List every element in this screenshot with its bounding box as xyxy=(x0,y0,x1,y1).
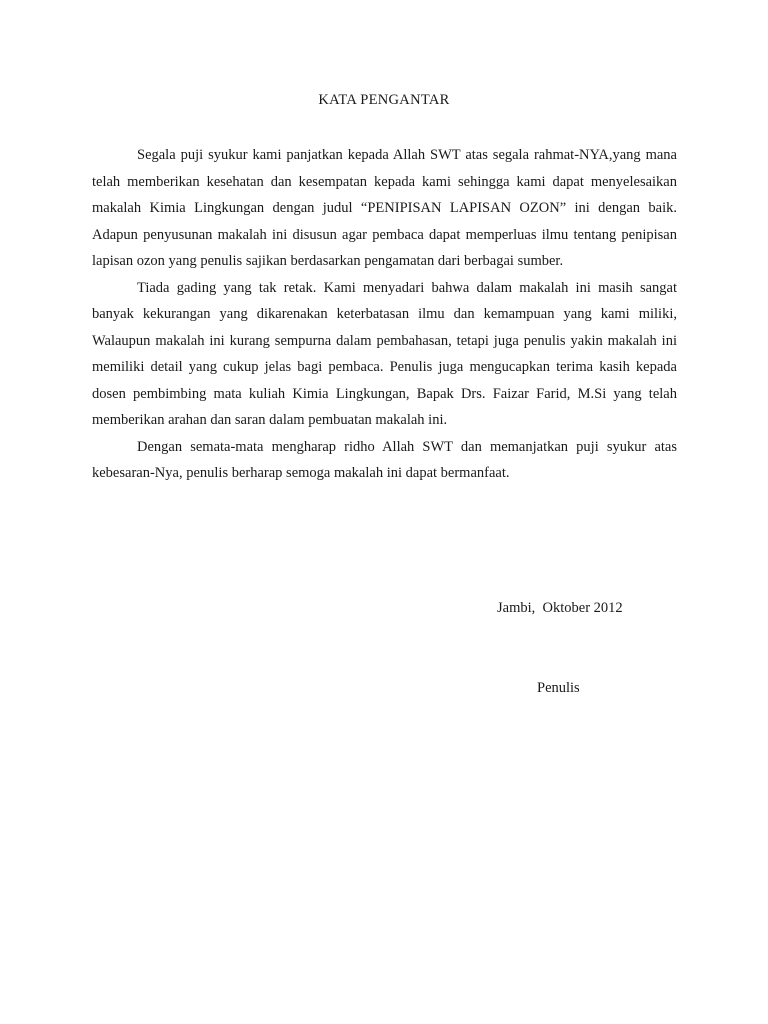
document-title: KATA PENGANTAR xyxy=(318,92,450,108)
paragraph-1: Segala puji syukur kami panjatkan kepada Allah SWT atas segala rahmat-NYA,yang mana telah memberikan kesehatan dan kesempatan kepada kami sehingga kami dapat menyelesaikan makalah Kimia Lingkungan dengan judul “PENIPISAN LAPISAN OZON” ini dengan baik. Adapun penyusunan makalah ini disusun agar pembaca dapat memperluas ilmu tentang penipisan lapisan ozon yang penulis sajikan berdasarkan pengamatan dari berbagai sumber. xyxy=(92,147,677,269)
paragraph-3: Dengan semata-mata mengharap ridho Allah SWT dan memanjatkan puji syukur atas kebesaran-Nya, penulis berharap semoga makalah ini dapat bermanfaat. xyxy=(92,438,677,481)
place-date: Jambi, Oktober 2012 xyxy=(497,600,623,616)
document-body xyxy=(92,142,677,487)
author-signature: Penulis xyxy=(537,680,580,696)
paragraph-2: Tiada gading yang tak retak. Kami menyadari bahwa dalam makalah ini masih sangat banyak kekurangan yang dikarenakan keterbatasan ilmu dan kemampuan yang kami miliki, Walaupun makalah ini kurang sempurna dalam pembahasan, tetapi juga penulis yakin makalah ini memiliki detail yang cukup jelas bagi pembaca. Penulis juga mengucapkan terima kasih kepada dosen pembimbing mata kuliah Kimia Lingkungan, Bapak Drs. Faizar Farid, M.Si yang telah memberikan arahan dan saran dalam pembuatan makalah ini. xyxy=(92,279,677,428)
